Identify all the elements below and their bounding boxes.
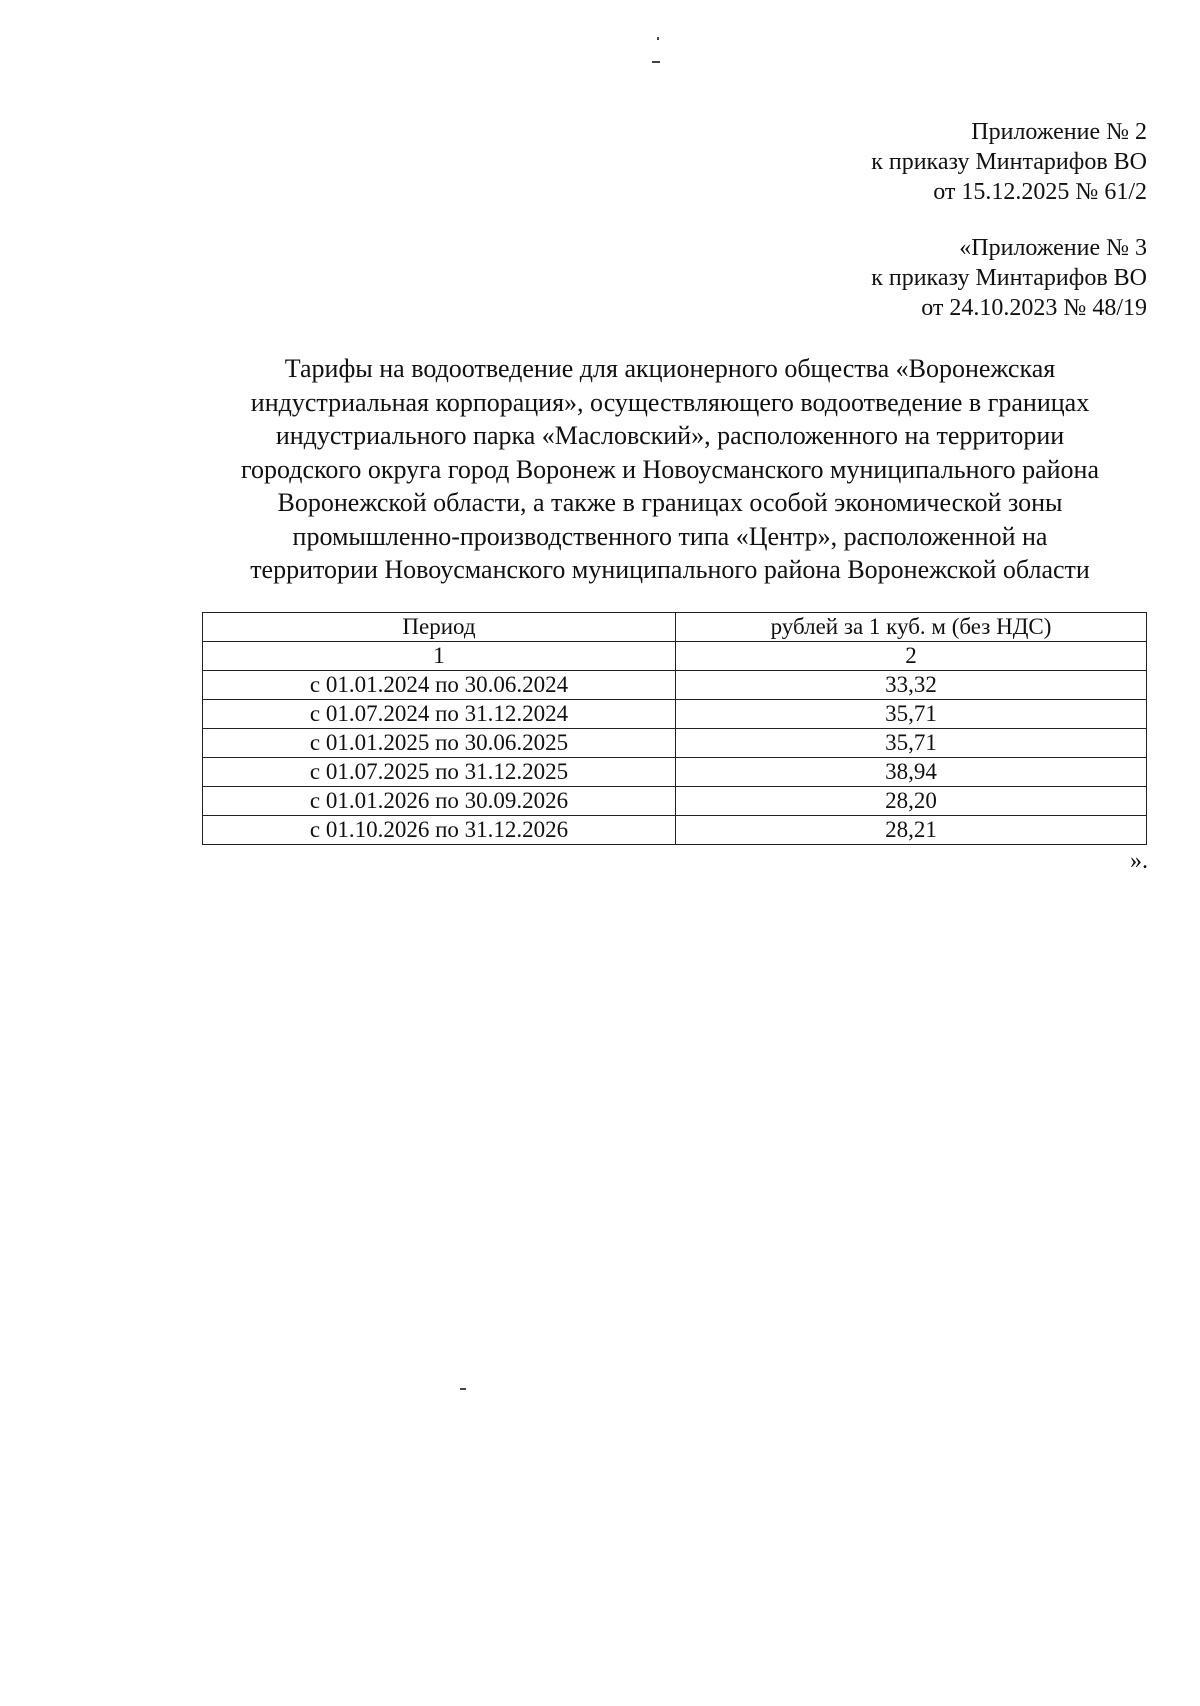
document-title [190, 352, 1150, 587]
appendix-order-ref: к приказу Минтарифов ВО [871, 265, 1147, 291]
appendix-order-date: от 24.10.2023 № 48/19 [921, 295, 1147, 321]
rate-cell: 28,21 [676, 816, 1147, 845]
period-cell: с 01.07.2024 по 31.12.2024 [203, 700, 676, 729]
appendix-order-date: от 15.12.2025 № 61/2 [933, 179, 1147, 205]
header-rate: рублей за 1 куб. м (без НДС) [676, 613, 1147, 642]
title-line: городского округа город Воронеж и Новоусманского муниципального района [240, 454, 1099, 484]
closing-quote-mark: ». [1130, 848, 1148, 874]
rate-cell: 28,20 [676, 787, 1147, 816]
scan-speck [652, 61, 660, 63]
column-number: 1 [203, 642, 676, 671]
header-period: Период [203, 613, 676, 642]
appendix-header-amended [871, 233, 1147, 323]
appendix-number: Приложение № 2 [971, 119, 1147, 145]
title-line: индустриального парка «Масловский», расположенного на территории [275, 421, 1065, 450]
rate-cell: 38,94 [676, 758, 1147, 787]
rate-cell: 35,71 [676, 729, 1147, 758]
period-cell: с 01.10.2026 по 31.12.2026 [203, 816, 676, 845]
title-line: индустриальная корпорация», осуществляющего водоотведение в границах [250, 387, 1090, 417]
title-line: Тарифы на водоотведение для акционерного общества «Воронежская [284, 354, 1056, 383]
tariff-table [202, 612, 1147, 845]
scan-speck [657, 37, 659, 40]
title-line: территории Новоусманского муниципального района Воронежской области [250, 555, 1090, 584]
rate-cell: 33,32 [676, 671, 1147, 700]
period-cell: с 01.01.2024 по 30.06.2024 [203, 671, 676, 700]
table-row [203, 787, 1147, 816]
scan-speck [460, 1388, 466, 1390]
column-number: 2 [676, 642, 1147, 671]
table-header-row [203, 613, 1147, 642]
table-row [203, 758, 1147, 787]
appendix-order-ref: к приказу Минтарифов ВО [871, 149, 1147, 175]
appendix-number: «Приложение № 3 [959, 235, 1147, 261]
rate-cell: 35,71 [676, 700, 1147, 729]
table-row [203, 700, 1147, 729]
title-line: промышленно-производственного типа «Центр», расположенной на [292, 521, 1048, 551]
period-cell: с 01.01.2026 по 30.09.2026 [203, 787, 676, 816]
table-column-number-row [203, 642, 1147, 671]
appendix-header-current [871, 117, 1147, 207]
period-cell: с 01.01.2025 по 30.06.2025 [203, 729, 676, 758]
table-row [203, 729, 1147, 758]
table-row [203, 816, 1147, 845]
table-row [203, 671, 1147, 700]
title-line: Воронежской области, а также в границах особой экономической зоны [277, 488, 1063, 517]
period-cell: с 01.07.2025 по 31.12.2025 [203, 758, 676, 787]
